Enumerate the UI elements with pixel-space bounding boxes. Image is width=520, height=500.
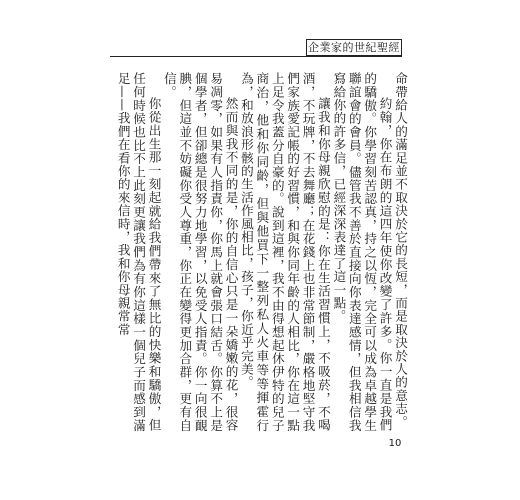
vertical-body-text bbox=[115, 72, 408, 432]
paragraph: 命帶給人的滿足並不取決於它的長短，而是取決於人的意志。 bbox=[393, 72, 408, 429]
header-rule bbox=[110, 56, 402, 57]
paragraph: 約翰，你在布朗的這四年使你改變了許多。你一直是我們的驕傲。你學習刻苦認真，持之以恆，完全可以成為卓越學生聯誼會的會員。儘管我不善於直接向你表達感情，但我相信我寫給你的許多信，已經深深表達了這一點。 bbox=[331, 72, 393, 432]
page-number: 10 bbox=[388, 438, 402, 449]
paragraph: 讓我和你母親欣慰的是：你在生活習慣上，不吸菸，不喝酒，不玩牌，不去舞廳；在花錢上也非常節制，嚴格地堅守我們家族愛記帳的好習慣，和與你同年齡的人相比，你在這一點上足令我蓋分自豪的。說到這裡，我不由得想起休伊特的兒子商治，他和你同齡，但與他買下一整列私人火車等等揮霍行為，和放浪形骸的生活作風相比，孩子，你近乎完美。 bbox=[238, 72, 331, 432]
running-header: 企業家的世紀聖經 bbox=[308, 41, 400, 54]
paragraph: 然而與我不同的是，你的自信心只是一朵嬌嫩的花，很容易凋零，如果有人指責你，你馬上就會張口結舌。你算不上是個學者，但卻總是很努力地學習，以免受人指責。你一向很靦腆，但這並不妨礙你受人尊重，你正在變得更加合群，更有自信。 bbox=[161, 72, 239, 432]
paragraph: 你從出生那一刻起就給我們帶來了無比的快樂和驕傲，但任何時候也比不上此刻更讓我們為有你這樣一個兒子而感到滿足——我們在看你的來信時，我和你母親常常 bbox=[115, 72, 162, 432]
